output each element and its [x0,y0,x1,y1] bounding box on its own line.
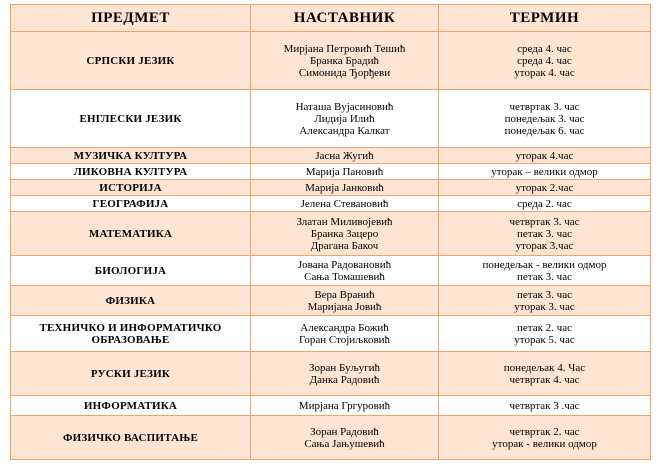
table-row [11,90,651,148]
subject-cell: ИСТОРИЈА [11,180,251,196]
subject-cell: МУЗИЧКА КУЛТУРА [11,148,251,164]
teacher-cell [251,32,439,90]
teacher-name: Сања Томашевић [304,270,385,283]
teacher-name: Наташа Вујасиновић [295,100,394,113]
teacher-name: Мирјана Петровић Тешић [283,42,406,55]
table-row [11,286,651,316]
schedule-table [10,4,651,460]
term-text: петак 3. час [517,270,572,283]
teacher-name: Јасна Жугић [315,149,374,162]
teacher-name: Јована Радовановић [297,258,392,271]
subject-cell: СРПСКИ ЈЕЗИК [11,32,251,90]
table-row [11,256,651,286]
term-cell [439,32,651,90]
term-cell [439,396,651,416]
teacher-cell [251,212,439,256]
teacher-cell [251,180,439,196]
term-cell [439,164,651,180]
term-text: понедељак 6. час [504,124,585,137]
term-cell [439,416,651,460]
teacher-cell [251,196,439,212]
term-text: четвртак 3. час [509,215,580,228]
subject-cell: ФИЗИКА [11,286,251,316]
term-cell [439,352,651,396]
term-text: петак 3. час [517,288,572,301]
table-row [11,180,651,196]
table-row [11,396,651,416]
teacher-name: Бранка Зацеро [310,227,379,240]
term-cell [439,148,651,164]
teacher-name: Симонида Ђорђеви [298,66,391,79]
header-term: ТЕРМИН [439,5,651,32]
table-row [11,352,651,396]
teacher-name: Сања Јањушевић [304,437,385,450]
term-text: понедељак - велики одмор [482,258,607,271]
table-row [11,416,651,460]
term-cell [439,256,651,286]
teacher-name: Марија Јанковић [305,181,384,194]
term-cell [439,316,651,352]
teacher-name: Зоран Радовић [310,425,379,438]
term-text: среда 4. час [517,54,572,67]
table-row [11,316,651,352]
term-text: петак 2. час [517,321,572,334]
teacher-name: Златан Миливојевић [296,215,393,228]
teacher-cell [251,148,439,164]
teacher-name: Вера Вранић [314,288,375,301]
term-cell [439,90,651,148]
teacher-cell [251,286,439,316]
term-cell [439,180,651,196]
table-row [11,212,651,256]
header-subject: ПРЕДМЕТ [11,5,251,32]
teacher-name: Александра Божић [300,321,389,334]
teacher-cell [251,164,439,180]
term-cell [439,196,651,212]
table-row [11,196,651,212]
teacher-name: Данка Радовић [309,373,380,386]
term-text: среда 2. час [517,197,572,210]
term-text: уторак 5. час [514,333,575,346]
table-row [11,32,651,90]
subject-cell: ЛИКОВНА КУЛТУРА [11,164,251,180]
term-text: уторак 3.час [515,239,574,252]
term-text: четвртак 3 .час [509,399,580,412]
teacher-cell [251,352,439,396]
term-text: четвртак 2. час [509,425,580,438]
teacher-name: Бранка Брадић [309,54,380,67]
term-cell [439,286,651,316]
term-text: уторак 2.час [515,181,574,194]
subject-cell: ФИЗИЧКО ВАСПИТАЊЕ [11,416,251,460]
teacher-name: Александра Калкат [299,124,390,137]
subject-cell: РУСКИ ЈЕЗИК [11,352,251,396]
table-body [11,32,651,460]
term-text: среда 4. час [517,42,572,55]
term-text: уторак - велики одмор [492,437,597,450]
teacher-cell [251,316,439,352]
teacher-name: Зоран Буљугић [309,361,380,374]
teacher-cell [251,256,439,286]
term-text: четвртак 4. час [509,373,580,386]
table-row [11,164,651,180]
term-text: уторак 4.час [515,149,574,162]
subject-cell: ИНФОРМАТИКА [11,396,251,416]
subject-cell: ГЕОГРАФИЈА [11,196,251,212]
subject-cell: ЕНГЛЕСКИ ЈЕЗИК [11,90,251,148]
term-text: уторак 4. час [514,66,575,79]
teacher-name: Марија Пановић [305,165,384,178]
subject-cell: МАТЕМАТИКА [11,212,251,256]
term-text: петак 3. час [517,227,572,240]
term-text: уторак 3. час [514,300,575,313]
teacher-name: Маријана Јовић [307,300,382,313]
teacher-cell [251,396,439,416]
teacher-cell [251,90,439,148]
teacher-name: Лидија Илић [314,112,375,125]
term-text: понедељак 3. час [504,112,585,125]
teacher-name: Јелена Стевановић [300,197,389,210]
term-cell [439,212,651,256]
teacher-name: Горан Стојиљковић [298,333,391,346]
teacher-name: Мирјана Гргуровић [298,399,391,412]
subject-cell: БИОЛОГИЈА [11,256,251,286]
header-row [11,5,651,32]
header-teacher: НАСТАВНИК [251,5,439,32]
teacher-name: Драгана Бакоч [310,239,379,252]
term-text: понедељак 4. Час [503,361,586,374]
teacher-cell [251,416,439,460]
table-row [11,148,651,164]
term-text: уторак – велики одмор [491,165,598,178]
term-text: четвртак 3. час [509,100,580,113]
subject-cell: ТЕХНИЧКО И ИНФОРМАТИЧКО ОБРАЗОВАЊЕ [11,316,251,352]
